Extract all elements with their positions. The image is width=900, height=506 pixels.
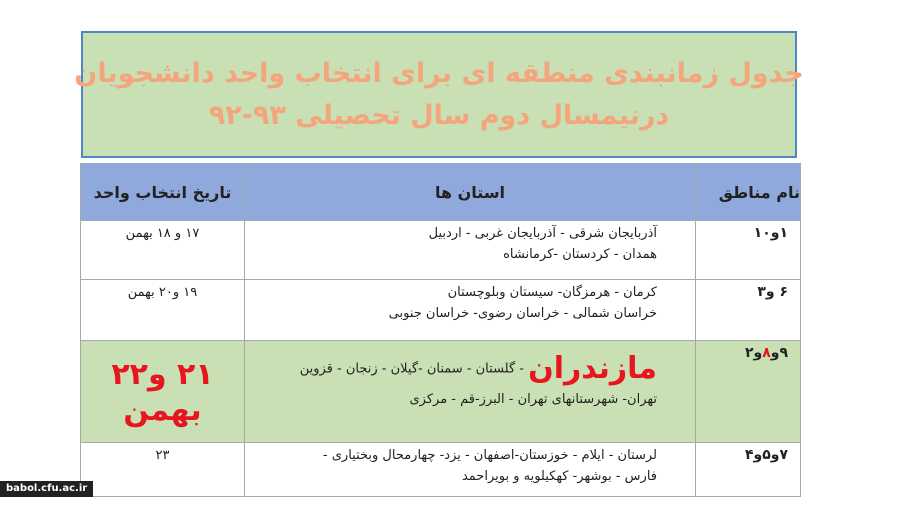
row-date — [81, 341, 245, 443]
header-regions: نام مناطق — [696, 164, 801, 221]
row-regions: ۶ و۳ — [696, 280, 801, 341]
row-provinces — [245, 221, 696, 280]
provinces-line: کرمان - هرمزگان- سیستان وبلوچستان — [447, 285, 657, 300]
row-provinces — [245, 341, 696, 443]
region-part: ۹و — [770, 345, 788, 361]
date-line: بهمن — [123, 392, 202, 428]
row-date: ۱۹ و۲۰ بهمن — [81, 280, 245, 341]
provinces-line: لرستان - ایلام - خوزستان-اصفهان - یزد- چهارمحال وبختیاری - — [322, 448, 657, 463]
title-banner — [74, 31, 804, 158]
provinces-line — [245, 349, 657, 389]
provinces-line: خراسان شمالی - خراسان رضوی- خراسان جنوبی — [388, 306, 657, 321]
provinces-line: تهران- شهرستانهای تهران - البرز-قم - مرکزی — [409, 392, 657, 407]
row-provinces — [245, 443, 696, 497]
header-date: تاریخ انتخاب واحد — [81, 164, 245, 221]
region-part: و۲ — [744, 345, 763, 361]
provinces-text: - گلستان - سمنان -گیلان - زنجان - قزوین — [299, 361, 524, 377]
provinces-line: فارس - بوشهر- کهکیلویه و بویراحمد — [461, 469, 657, 484]
provinces-line: آذربایجان شرقی - آذربایجان غربی - اردبیل — [428, 226, 657, 241]
province-highlight: مازندران — [528, 351, 657, 386]
row-regions: ۱و۱۰ — [696, 221, 801, 280]
row-regions — [696, 341, 801, 443]
table-row — [81, 280, 801, 341]
row-regions: ۷و۵و۴ — [696, 443, 801, 497]
date-line: ۲۱ و۲۲ — [111, 356, 214, 392]
header-provinces: استان ها — [245, 164, 696, 221]
table-header-row — [81, 164, 801, 221]
table-row — [81, 221, 801, 280]
provinces-line: همدان - کردستان -کرمانشاه — [503, 247, 657, 262]
row-provinces — [245, 280, 696, 341]
site-watermark: babol.cfu.ac.ir — [0, 481, 93, 497]
title-line-2: درنیمسال دوم سال تحصیلی ۹۳-۹۲ — [208, 99, 670, 131]
row-date: ۲۳ — [81, 443, 245, 497]
schedule-table — [80, 163, 801, 497]
table-row — [81, 443, 801, 497]
row-date: ۱۷ و ۱۸ بهمن — [81, 221, 245, 280]
region-part-highlight: ۸ — [762, 345, 771, 361]
table-row-highlighted — [81, 341, 801, 443]
title-line-1: جدول زمانبندی منطقه ای برای انتخاب واحد دانشجویان — [74, 57, 804, 89]
